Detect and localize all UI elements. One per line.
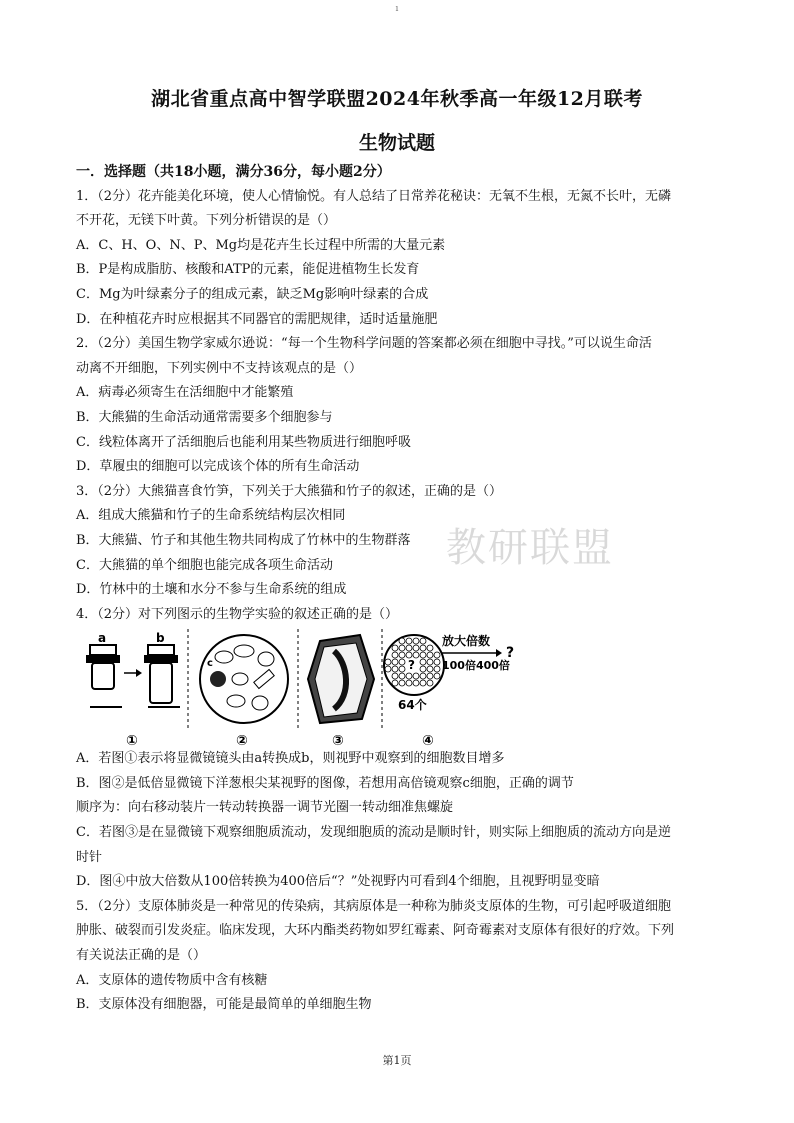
question-mark-in-field: ?: [408, 658, 415, 673]
q4-option-c-line2: 时针: [76, 849, 103, 865]
figure2-number: ②: [236, 733, 248, 748]
q2-stem-line2: 动离不开细胞，下列实例中不支持该观点的是（）: [76, 360, 363, 376]
q3-stem-line1: 3．（2分）大熊猫喜食竹笋，下列关于大熊猫和竹子的叙述，正确的是（）: [76, 483, 503, 499]
cell-dot: [399, 659, 405, 665]
cell-count-label: 64个: [398, 698, 427, 713]
cell-dot: [420, 666, 426, 672]
arrow-head-icon: [136, 669, 142, 677]
figure2-root-tip-field: [200, 635, 288, 747]
cell-shape: [258, 652, 274, 666]
lens-a-ring-icon: [86, 655, 120, 663]
cell-shape: [227, 695, 245, 707]
cell-dot: [420, 673, 426, 679]
cell-dot: [420, 659, 426, 665]
cell-dot: [399, 645, 405, 651]
cell-dot: [399, 638, 405, 644]
q3-option-d: D．竹林中的土壤和水分不参与生命系统的组成: [76, 582, 347, 598]
cell-shape: [234, 645, 254, 657]
q2-option-d: D．草履虫的细胞可以完成该个体的所有生命活动: [76, 459, 360, 475]
q1-stem-line2: 不开花，无镁下叶黄。下列分析错误的是（）: [76, 213, 337, 229]
cell-dot: [427, 645, 433, 651]
q4-figure-svg: [76, 629, 720, 747]
cell-dot: [392, 659, 398, 665]
q5-option-a: A．支原体的遗传物质中含有核糖: [76, 972, 268, 988]
q1-option-d: D．在种植花卉时应根据其不同器官的需肥规律，适时适量施肥: [76, 311, 438, 327]
cell-dot: [434, 652, 440, 658]
q2-option-b: B．大熊猫的生命活动通常需要多个细胞参与: [76, 409, 333, 425]
cell-dot: [392, 652, 398, 658]
cell-dot: [413, 680, 419, 686]
cell-dot: [427, 673, 433, 679]
q5-stem-line1: 5．（2分）支原体肺炎是一种常见的传染病，其病原体是一种称为肺炎支原体的生物，可引起呼吸道细胞: [76, 898, 672, 914]
q4-stem-line1: 4．（2分）对下列图示的生物学实验的叙述正确的是（）: [76, 606, 399, 622]
cell-dot: [392, 645, 398, 651]
cell-dot: [406, 680, 412, 686]
section-heading: 一．选择题（共18小题，满分36分，每小题2分）: [76, 164, 391, 180]
cell-dot: [406, 645, 412, 651]
page-footer: 第1页: [382, 1054, 412, 1067]
cell-dot: [413, 673, 419, 679]
cell-dot: [392, 680, 398, 686]
cell-dot: [434, 659, 440, 665]
lens-a-body-icon: [92, 663, 114, 689]
cell-shape: [215, 651, 233, 663]
q4-option-b-line2: 顺序为：向右移动装片一转动转换器一调节光圈一转动细准焦螺旋: [76, 800, 454, 816]
top-mark: ı: [395, 4, 399, 14]
dark-cell-shape: [210, 671, 226, 687]
cell-dot: [413, 638, 419, 644]
figure4-cell-field: [384, 633, 514, 747]
zoom-label: 放大倍数: [442, 634, 491, 649]
zoom-arrow-head-icon: [496, 649, 502, 657]
lens-b-cap-icon: [148, 645, 174, 655]
cell-dot: [406, 638, 412, 644]
watermark-text: 教研联盟: [446, 525, 614, 571]
q1-option-c: C．Mg为叶绿素分子的组成元素，缺乏Mg影响叶绿素的合成: [76, 286, 429, 302]
lens-a-cap-icon: [90, 645, 116, 655]
q4-option-b-line1: B．图②是低倍显微镜下洋葱根尖某视野的图像，若想用高倍镜观察c细胞，正确的调节: [76, 775, 574, 791]
lens-b-ring-icon: [144, 655, 178, 663]
cell-dot: [392, 673, 398, 679]
cell-dot: [434, 673, 440, 679]
q2-stem-line1: 2．（2分）美国生物学家威尔逊说：“每一个生物科学问题的答案都必须在细胞中寻找。”可以说生命活: [76, 336, 652, 352]
cell-dot: [399, 666, 405, 672]
figure4-number: ④: [422, 733, 434, 748]
exam-title: 湖北省重点高中智学联盟2024年秋季高一年级12月联考: [151, 88, 643, 110]
cell-dot: [399, 680, 405, 686]
figure1-number: ①: [126, 733, 138, 748]
figure3-number: ③: [332, 733, 344, 748]
zoom-change-label: 100倍400倍: [442, 659, 510, 673]
cell-dot: [420, 652, 426, 658]
q5-stem-line2: 肿胀、破裂而引发炎症。临床发现，大环内酯类药物如罗红霉素、阿奇霉素对支原体有很好的疗效。下列: [76, 923, 675, 939]
q4-figure: [76, 629, 720, 747]
cell-dot: [434, 666, 440, 672]
q4-option-a: A．若图①表示将显微镜镜头由a转换成b，则视野中观察到的细胞数目增多: [76, 751, 505, 767]
exam-subtitle: 生物试题: [358, 132, 435, 154]
q3-option-b: B．大熊猫、竹子和其他生物共同构成了竹林中的生物群落: [76, 532, 411, 548]
cell-c-label: c: [207, 658, 213, 670]
cell-dot: [427, 652, 433, 658]
cell-dot: [399, 673, 405, 679]
figure1-objective-lenses: [86, 631, 180, 747]
q1-stem-line1: 1．（2分）花卉能美化环境，使人心情愉悦。有人总结了日常养花秘诀：无氧不生根，无氮不长叶，无磷: [76, 188, 672, 204]
cell-shape: [232, 673, 248, 685]
cell-dot: [420, 645, 426, 651]
cell-shape: [252, 696, 268, 710]
cell-dot: [392, 666, 398, 672]
q5-option-b: B．支原体没有细胞器，可能是最简单的单细胞生物: [76, 997, 372, 1013]
q3-option-c: C．大熊猫的单个细胞也能完成各项生命活动: [76, 557, 333, 573]
lens-b-body-icon: [150, 663, 172, 703]
lens-a-label: a: [98, 631, 107, 646]
cell-dot: [420, 680, 426, 686]
q2-option-c: C．线粒体离开了活细胞后也能利用某些物质进行细胞呼吸: [76, 434, 411, 450]
q3-option-a: A．组成大熊猫和竹子的生命系统结构层次相同: [76, 508, 346, 524]
q2-option-a: A．病毒必须寄生在活细胞中才能繁殖: [76, 385, 294, 401]
cell-dot: [385, 659, 391, 665]
cell-dot: [427, 680, 433, 686]
q4-option-c-line1: C．若图③是在显微镜下观察细胞质流动，发现细胞质的流动是顺时针，则实际上细胞质的流动方向是逆: [76, 825, 671, 841]
q1-option-a: A．C、H、O、N、P、Mg均是花卉生长过程中所需的大量元素: [76, 237, 446, 253]
cell-dot: [427, 659, 433, 665]
lens-b-label: b: [156, 631, 165, 646]
question-content: [76, 160, 720, 1018]
q1-option-b: B．P是构成脂肪、核酸和ATP的元素，能促进植物生长发育: [76, 262, 420, 278]
cell-dot: [406, 673, 412, 679]
cell-dot: [385, 666, 391, 672]
q4-option-d: D．图④中放大倍数从100倍转换为400倍后“？”处视野内可看到4个细胞，且视野明显变暗: [76, 874, 600, 890]
cell-dot: [420, 638, 426, 644]
figure3-plant-cell: [308, 635, 374, 747]
cell-dot: [427, 666, 433, 672]
zoom-question-mark: ?: [506, 645, 515, 662]
q5-stem-line3: 有关说法正确的是（）: [76, 948, 207, 964]
cell-dot: [399, 652, 405, 658]
cell-dot: [413, 645, 419, 651]
